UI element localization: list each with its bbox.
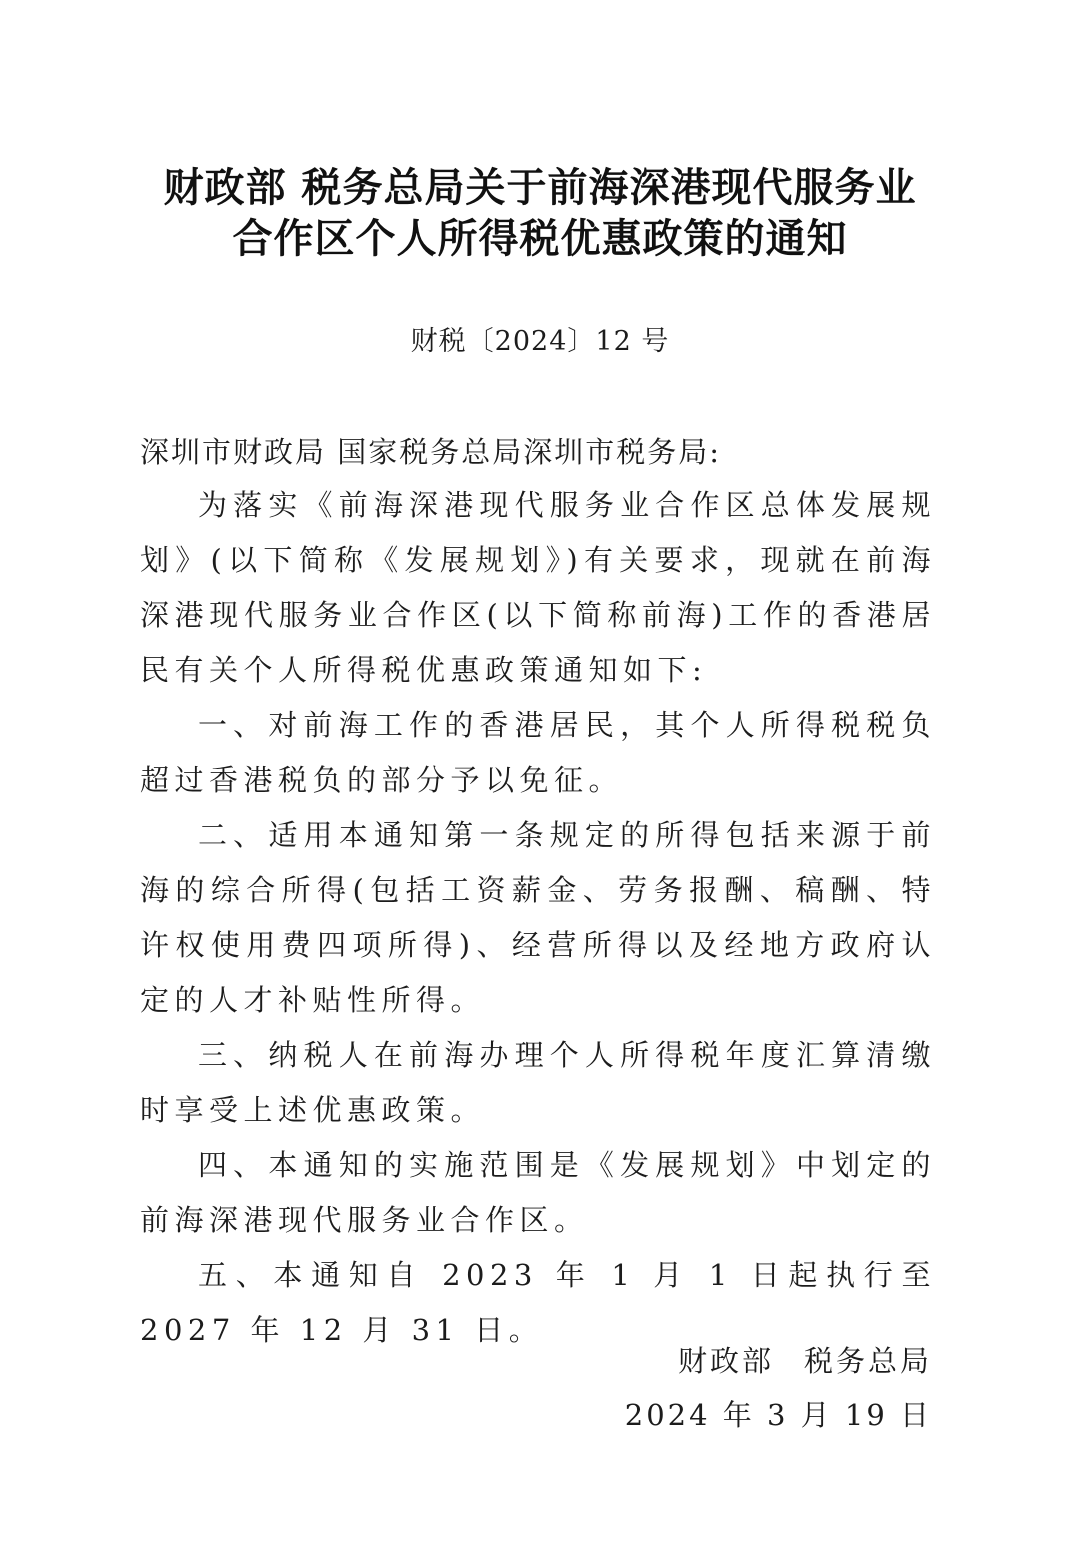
paragraph-item-5: 五、本通知自 2023 年 1 月 1 日起执行至 2027 年 12 月 31 日。: [140, 1258, 936, 1347]
paragraph-item-2: 二、适用本通知第一条规定的所得包括来源于前海的综合所得(包括工资薪金、劳务报酬、稿酬、特许权使用费四项所得)、经营所得以及经地方政府认定的人才补贴性所得。: [140, 818, 936, 1017]
signature-issuer-1: 财政部: [677, 1344, 774, 1378]
addressee: 深圳市财政局 国家税务总局深圳市税务局:: [140, 435, 721, 469]
signature-issuer-2: 税务总局: [803, 1344, 932, 1378]
paragraph-item-3: 三、纳税人在前海办理个人所得税年度汇算清缴时享受上述优惠政策。: [140, 1038, 936, 1127]
signature-issuers: [678, 1339, 932, 1383]
document-title-line-1: 财政部 税务总局关于前海深港现代服务业: [163, 164, 917, 211]
signature-date: 2024 年 3 月 19 日: [624, 1398, 932, 1432]
document-number: 财税〔2024〕12 号: [410, 326, 670, 357]
document-title-line-2: 合作区个人所得税优惠政策的通知: [232, 215, 848, 262]
paragraph-item-4: 四、本通知的实施范围是《发展规划》中划定的前海深港现代服务业合作区。: [140, 1148, 936, 1237]
paragraph-item-1: 一、对前海工作的香港居民，其个人所得税税负超过香港税负的部分予以免征。: [140, 708, 936, 797]
paragraph-intro: 为落实《前海深港现代服务业合作区总体发展规划》(以下简称《发展规划》)有关要求，现就在前海深港现代服务业合作区(以下简称前海)工作的香港居民有关个人所得税优惠政策通知如下:: [140, 488, 936, 687]
document-body: [140, 478, 936, 1358]
